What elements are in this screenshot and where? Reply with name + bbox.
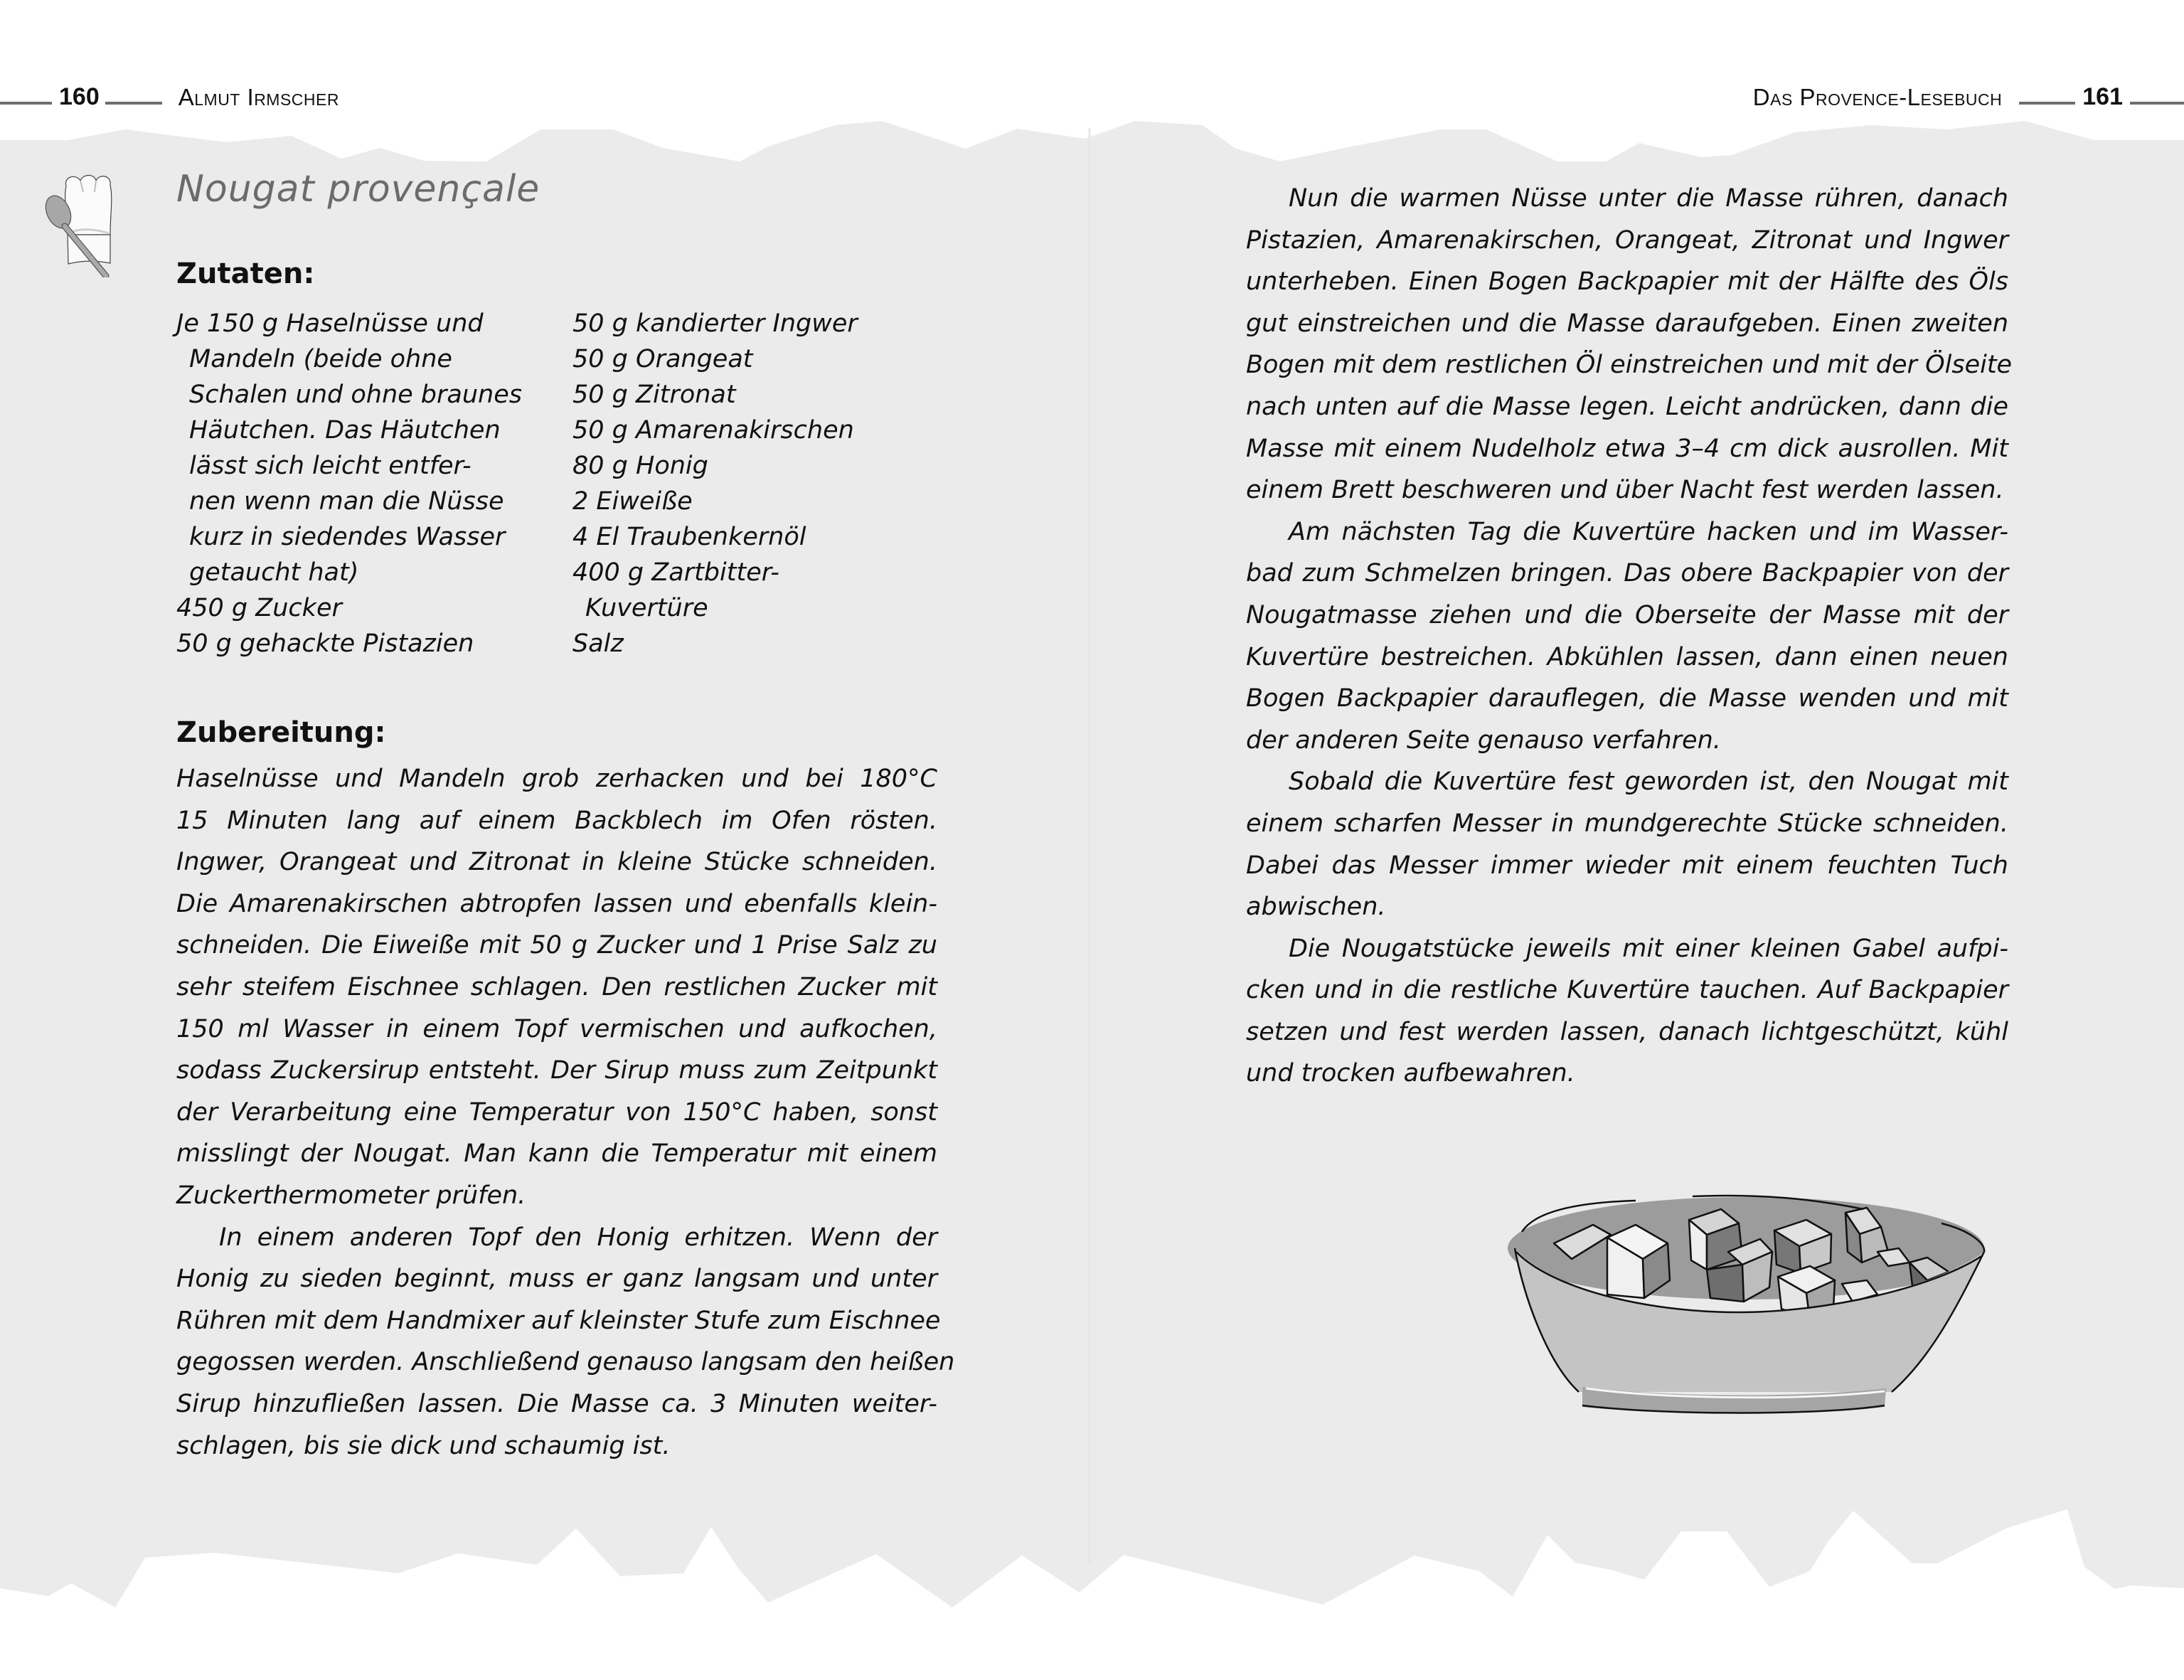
text-line: Rühren mit dem Handmixer auf kleinster Stufe zum Eischnee [176, 1306, 941, 1335]
text-line: Zuckerthermometer prüfen. [176, 1181, 526, 1210]
text-line: nach unten auf die Masse legen. Leicht andrücken, dann die [1246, 392, 2008, 421]
ingredient-item: getaucht hat) [189, 558, 359, 587]
chef-hat-spoon-icon [39, 171, 146, 277]
ingredient-item: Je 150 g Haselnüsse und [176, 309, 484, 338]
text-line: Ingwer, Orangeat und Zitronat in kleine Stücke schneiden. [176, 848, 937, 877]
ingredients-list-column-2 [572, 306, 858, 661]
text-line: Pistazien, Amarenakirschen, Orangeat, Zitronat und Ingwer [1246, 225, 2008, 255]
text-line: 15 Minuten lang auf einem Backblech im Ofen rösten. [176, 806, 937, 835]
ingredient-item: 4 El Traubenkernöl [572, 523, 806, 551]
preparation-heading: Zubereitung: [176, 716, 386, 749]
ingredients-heading: Zutaten: [176, 257, 315, 290]
running-head-author: Almut Irmscher [178, 84, 339, 110]
recipe-title: Nougat provençale [176, 168, 540, 211]
text-line: sehr steifem Eischnee schlagen. Den restlichen Zucker mit [176, 972, 937, 1001]
text-line: Bogen Backpapier darauflegen, die Masse wenden und mit [1246, 684, 2008, 713]
page-number-right: 161 [2082, 83, 2123, 110]
ingredient-item: 50 g Orangeat [572, 345, 753, 373]
ingredient-item: 80 g Honig [572, 452, 708, 480]
ingredient-item: 50 g Zitronat [572, 381, 736, 409]
text-line: gut einstreichen und die Masse daraufgeben. Einen zweiten [1246, 309, 2008, 338]
text-line: Am nächsten Tag die Kuvertüre hacken und im Wasser- [1289, 517, 2008, 546]
text-line: setzen und fest werden lassen, danach lichtgeschützt, kühl [1246, 1017, 2008, 1046]
text-line: Die Amarenakirschen abtropfen lassen und ebenfalls klein- [176, 889, 937, 918]
text-line: Honig zu sieden beginnt, muss er ganz langsam und unter [176, 1265, 937, 1294]
ingredient-item: Häutchen. Das Häutchen [189, 416, 501, 445]
text-line: sodass Zuckersirup entsteht. Der Sirup muss zum Zeitpunkt [176, 1056, 937, 1085]
text-line: der anderen Seite genauso verfahren. [1246, 725, 1721, 755]
page-number-left: 160 [59, 83, 100, 110]
right-page-text [1246, 178, 2013, 1095]
text-line: einem scharfen Messer in mundgerechte Stücke schneiden. [1246, 809, 2008, 838]
ingredient-item: 400 g Zartbitter- [572, 558, 779, 587]
text-line: 150 ml Wasser in einem Topf vermischen und aufkochen, [176, 1014, 937, 1043]
header-rule [105, 102, 162, 105]
text-line: Haselnüsse und Mandeln grob zerhacken und bei 180°C [176, 765, 937, 793]
header-rule [0, 102, 52, 105]
text-line: Sobald die Kuvertüre fest geworden ist, den Nougat mit [1289, 767, 2008, 797]
bowl-of-nougat-illustration [1493, 1181, 2005, 1415]
text-line: Kuvertüre bestreichen. Abkühlen lassen, dann einen neuen [1246, 642, 2008, 671]
ingredient-item: nen wenn man die Nüsse [189, 487, 504, 516]
paragraph [176, 758, 937, 1217]
ingredient-item: Schalen und ohne braunes [189, 381, 522, 409]
text-line: und trocken aufbewahren. [1246, 1059, 1575, 1088]
text-line: abwischen. [1246, 893, 1386, 922]
text-line: einem Brett beschweren und über Nacht fest werden lassen. [1246, 476, 2004, 505]
paragraph [1246, 928, 2008, 1095]
text-line: schneiden. Die Eiweiße mit 50 g Zucker und 1 Prise Salz zu [176, 931, 937, 960]
header-rule [2019, 102, 2075, 105]
paragraph [1246, 761, 2008, 927]
text-line: cken und in die restliche Kuvertüre tauchen. Auf Backpapier [1246, 976, 2008, 1005]
ingredient-item: 2 Eiweiße [572, 487, 693, 516]
ingredient-item: Salz [572, 629, 624, 658]
text-line: schlagen, bis sie dick und schaumig ist. [176, 1431, 671, 1460]
paragraph [1246, 178, 2013, 511]
text-line: Bogen mit dem restlichen Öl einstreichen und mit der Ölseite [1246, 351, 2013, 380]
ingredient-item: 50 g kandierter Ingwer [572, 309, 858, 338]
header-rule [2130, 102, 2184, 105]
right-running-head [1753, 68, 2184, 111]
ingredient-item: Kuvertüre [585, 594, 708, 622]
text-line: Die Nougatstücke jeweils mit einer kleinen Gabel aufpi- [1289, 934, 2008, 963]
ingredient-item: 450 g Zucker [176, 594, 342, 622]
running-head-book-title: Das Provence-Lesebuch [1752, 84, 2003, 110]
ingredient-item: Mandeln (beide ohne [189, 345, 452, 373]
ingredients-list-column-1 [176, 306, 522, 661]
text-line: unterheben. Einen Bogen Backpapier mit der Hälfte des Öls [1246, 267, 2008, 297]
ingredient-item: 50 g Amarenakirschen [572, 416, 854, 445]
paragraph [1246, 511, 2008, 762]
left-running-head [0, 68, 339, 111]
text-line: Nougatmasse ziehen und die Oberseite der Masse mit der [1246, 600, 2008, 629]
ingredient-item: 50 g gehackte Pistazien [176, 629, 474, 658]
text-line: bad zum Schmelzen bringen. Das obere Backpapier von der [1246, 559, 2008, 588]
text-line: Masse mit einem Nudelholz etwa 3–4 cm dick ausrollen. Mit [1246, 434, 2008, 463]
text-line: misslingt der Nougat. Man kann die Temperatur mit einem [176, 1139, 937, 1169]
text-line: Sirup hinzufließen lassen. Die Masse ca. 3 Minuten weiter- [176, 1389, 937, 1418]
text-line: gegossen werden. Anschließend genauso langsam den heißen [176, 1348, 955, 1377]
ingredient-item: kurz in siedendes Wasser [189, 523, 506, 551]
text-line: Nun die warmen Nüsse unter die Masse rühren, danach [1289, 184, 2008, 213]
paragraph [176, 1217, 955, 1467]
preparation-text [176, 758, 955, 1467]
text-line: Dabei das Messer immer wieder mit einem feuchten Tuch [1246, 851, 2008, 880]
text-line: In einem anderen Topf den Honig erhitzen. Wenn der [219, 1223, 937, 1252]
ingredient-item: lässt sich leicht entfer- [189, 452, 472, 480]
text-line: der Verarbeitung eine Temperatur von 150°C haben, sonst [176, 1097, 937, 1127]
